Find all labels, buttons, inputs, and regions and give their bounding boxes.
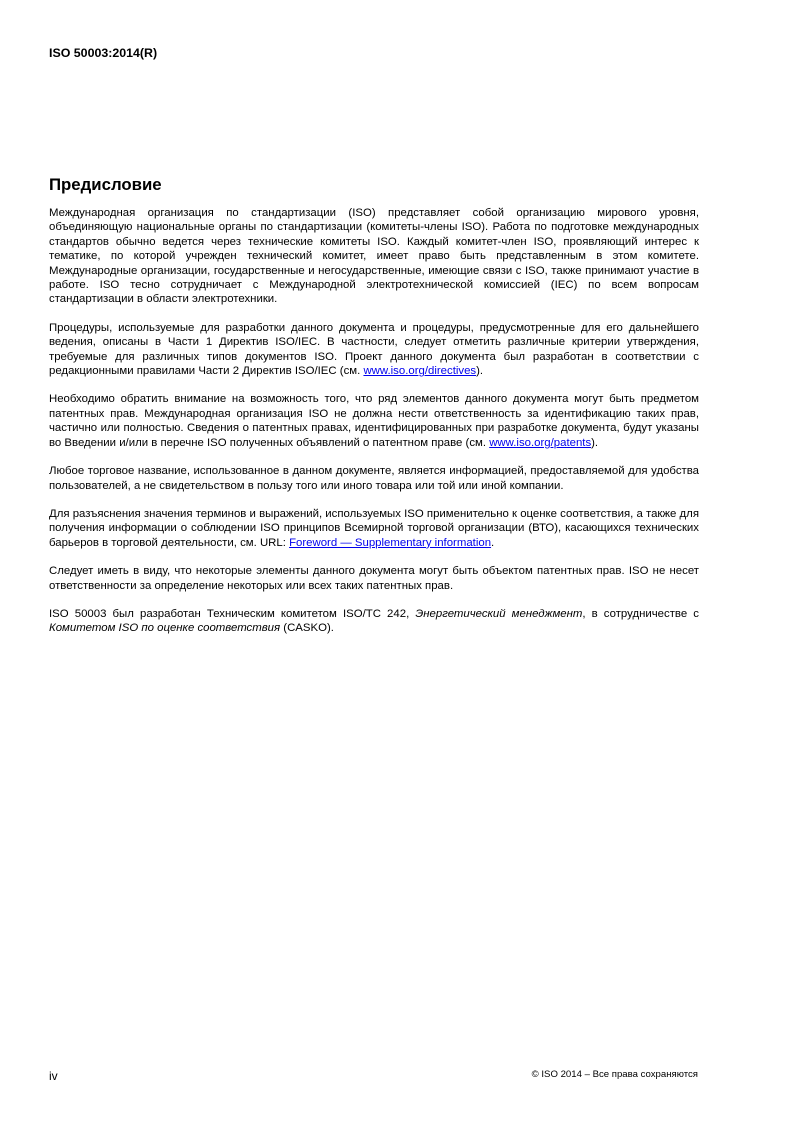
paragraph-terms-text: Для разъяснения значения терминов и выражений, используемых ISO применительно к оценке соответствия, а также для получения информации о соблюдении ISO принципов Всемирной торговой организации (ВТО), касающихся технических барьеров в торговой деятельности, см. URL: [49,507,699,549]
paragraph-committee-mid: , в сотрудничестве с [582,607,700,620]
paragraph-committee-end: (CASKO). [280,622,334,635]
copyright-notice: © ISO 2014 – Все права сохраняются [531,1069,698,1080]
paragraph-committee [49,607,699,636]
committee-title: Энергетический менеджмент [415,607,583,620]
paragraph-patents [49,392,699,450]
paragraph-committee-text: ISO 50003 был разработан Техническим комитетом ISO/TC 242, [49,607,416,620]
foreword-supplementary-link[interactable]: Foreword — Supplementary information [289,536,492,549]
paragraph-procedures-end: ). [476,365,484,378]
paragraph-procedures [49,321,699,379]
paragraph-patent-rights: Следует иметь в виду, что некоторые элементы данного документа могут быть объектом патентных прав. ISO не несет ответственности за определение некоторых или всех таких патентных прав. [49,565,699,592]
patents-link[interactable]: www.iso.org/patents [489,436,592,449]
paragraph-iso-intro: Международная организация по стандартизации (ISO) представляет собой организацию мирового уровня, объединяющую национальные органы по стандартизации (комитеты-члены ISO). Работа по подготовке международных стандартов обычно ведется через технические комитеты ISO. Каждый комитет-член ISO, проявляющий интерес к тематике, по которой учрежден технический комитет, имеет право быть представленным в этом комитете. Международные организации, государственные и негосударственные, имеющие связи с ISO, также принимают участие в работе. ISO тесно сотрудничает с Международной электротехнической комиссией (IEC) по всем вопросам стандартизации в области электротехники. [49,207,699,306]
paragraph-procedures-text: Процедуры, используемые для разработки данного документа и процедуры, предусмотренные для его дальнейшего ведения, описаны в Части 1 Директив ISO/IEC. В частности, следует отметить различные критерии утверждения, требуемые для различных типов документов ISO. Проект данного документа был разработан в соответствии с редакционными правилами Части 2 Директив ISO/IEC (см. [49,321,699,378]
section-title: Предисловие [49,175,162,194]
page-number: iv [49,1069,58,1083]
paragraph-terms-end: . [491,536,495,549]
paragraph-patents-end: ). [591,436,599,449]
paragraph-terms [49,507,699,550]
paragraph-trade-names: Любое торговое название, использованное в данном документе, является информацией, предоставляемой для удобства пользователей, а не свидетельством в пользу того или иного товара или той или иной компании. [49,465,699,492]
directives-link[interactable]: www.iso.org/directives [363,365,477,378]
document-code: ISO 50003:2014(R) [49,46,158,60]
body-text [49,206,699,650]
paragraph-patents-text: Необходимо обратить внимание на возможность того, что ряд элементов данного документа могут быть предметом патентных прав. Международная организация ISO не должна нести ответственность за идентификацию таких прав, частично или полностью. Сведения о патентных правах, идентифицированных при разработке документа, будут указаны во Введении и/или в перечне ISO полученных объявлений о патентном праве (см. [49,393,699,449]
casco-title: Комитетом ISO по оценке соответствия [49,622,281,635]
